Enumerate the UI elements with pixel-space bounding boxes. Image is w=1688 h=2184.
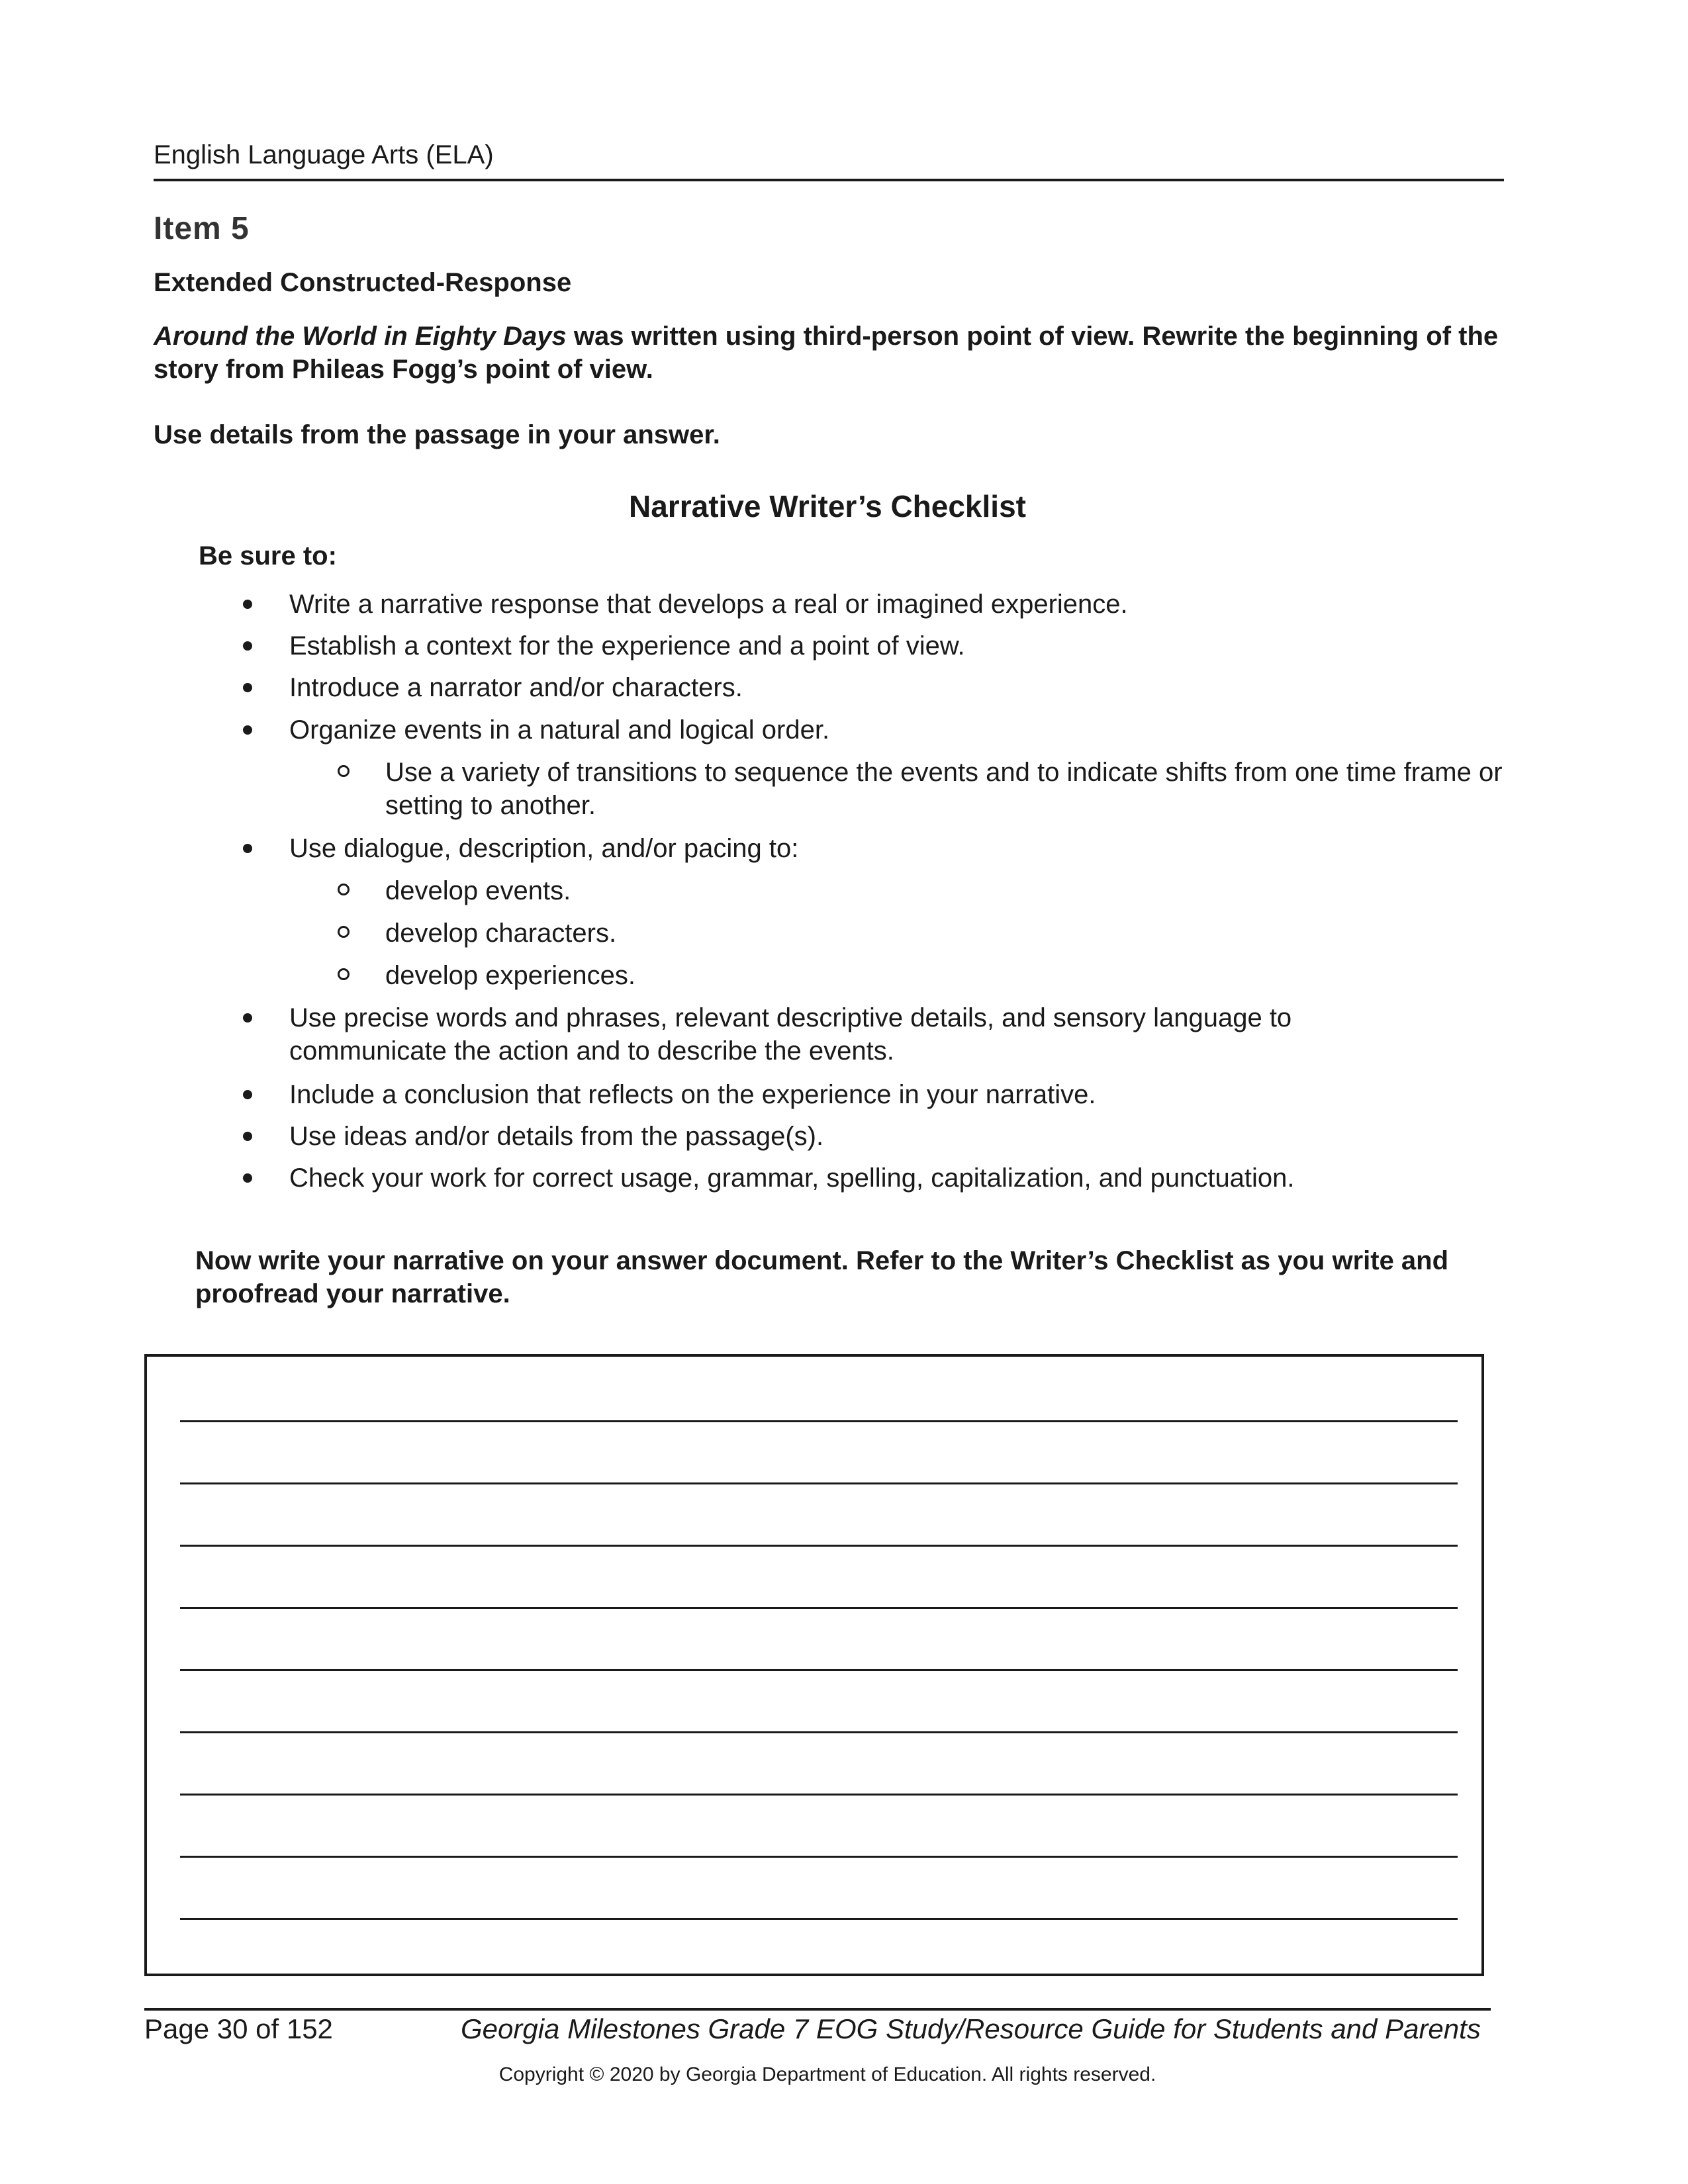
bullet-circle-icon <box>338 926 350 938</box>
use-details-instruction: Use details from the passage in your answer. <box>154 420 720 449</box>
be-sure-label: Be sure to: <box>199 541 337 570</box>
bullet-circle-icon <box>338 765 350 777</box>
bullet-circle-icon <box>338 968 350 980</box>
bullet-dot-icon <box>243 1132 252 1141</box>
item-title: Item 5 <box>154 211 250 246</box>
bullet-dot-icon <box>243 1173 252 1183</box>
bullet-dot-icon <box>243 725 252 735</box>
guide-title: Georgia Milestones Grade 7 EOG Study/Resource Guide for Students and Parents <box>461 2013 1481 2044</box>
checklist-subitem: Use a variety of transitions to sequence the events and to indicate shifts from one time frame or setting to another. <box>385 756 1511 822</box>
header-rule <box>154 179 1504 181</box>
copyright: Copyright © 2020 by Georgia Department of Education. All rights reserved. <box>498 2064 1156 2085</box>
bullet-dot-icon <box>243 683 252 692</box>
checklist-item: Introduce a narrator and/or characters. <box>289 671 1494 704</box>
item-type: Extended Constructed-Response <box>154 268 572 297</box>
checklist-title: Narrative Writer’s Checklist <box>629 489 1026 523</box>
answer-line[interactable] <box>180 1482 1458 1484</box>
prompt-text: was written using third-person point of view. Rewrite the beginning of the story from Phileas Fogg’s point of view. <box>154 322 1499 384</box>
bullet-dot-icon <box>243 600 252 609</box>
footer-rule <box>144 2008 1491 2011</box>
bullet-dot-icon <box>243 641 252 651</box>
answer-line[interactable] <box>180 1669 1458 1671</box>
bullet-dot-icon <box>243 844 252 853</box>
page-number: Page 30 of 152 <box>144 2013 333 2044</box>
answer-line[interactable] <box>180 1918 1458 1920</box>
subject-header: English Language Arts (ELA) <box>154 140 494 169</box>
checklist-item: Use precise words and phrases, relevant descriptive details, and sensory language to communicate the action and to describe the events. <box>289 1001 1428 1068</box>
checklist-item: Check your work for correct usage, grammar, spelling, capitalization, and punctuation. <box>289 1161 1514 1195</box>
checklist-subitem: develop characters. <box>385 917 1511 950</box>
checklist-subitem: develop events. <box>385 874 1511 907</box>
book-title: Around the World in Eighty Days <box>154 322 567 351</box>
checklist-item: Include a conclusion that reflects on the experience in your narrative. <box>289 1078 1494 1111</box>
checklist-item: Use dialogue, description, and/or pacing to: <box>289 832 1494 865</box>
answer-line[interactable] <box>180 1731 1458 1733</box>
item-prompt <box>154 320 1511 386</box>
answer-line[interactable] <box>180 1545 1458 1547</box>
checklist-item: Organize events in a natural and logical order. <box>289 713 1494 747</box>
bullet-circle-icon <box>338 884 350 895</box>
final-instruction: Now write your narrative on your answer document. Refer to the Writer’s Checklist as you write and proofread your narrative. <box>195 1246 1449 1308</box>
answer-line[interactable] <box>180 1607 1458 1609</box>
checklist-item: Use ideas and/or details from the passage(s). <box>289 1120 1494 1153</box>
answer-line[interactable] <box>180 1794 1458 1796</box>
answer-line[interactable] <box>180 1420 1458 1422</box>
answer-box[interactable] <box>144 1354 1484 1976</box>
checklist-item: Establish a context for the experience and a point of view. <box>289 629 1494 662</box>
bullet-dot-icon <box>243 1013 252 1023</box>
checklist-subitem: develop experiences. <box>385 959 1511 992</box>
checklist-item: Write a narrative response that develops a real or imagined experience. <box>289 588 1494 621</box>
answer-line[interactable] <box>180 1856 1458 1858</box>
bullet-dot-icon <box>243 1090 252 1099</box>
